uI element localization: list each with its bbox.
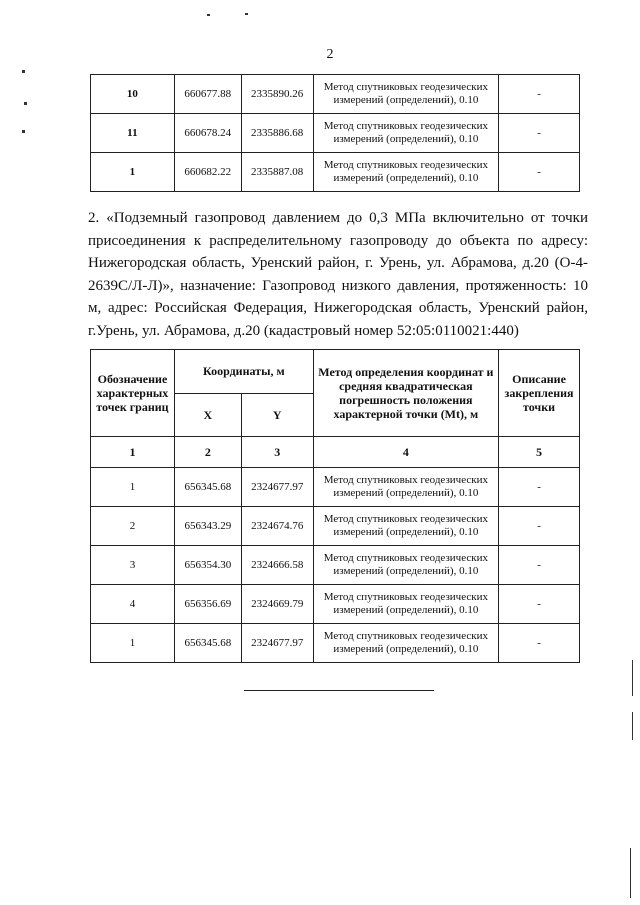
description-cell: - <box>499 468 580 507</box>
point-id: 2 <box>91 507 175 546</box>
coordinates-table <box>90 349 580 663</box>
column-number: 2 <box>174 437 241 468</box>
table-row <box>91 546 580 585</box>
scan-mark <box>630 848 631 898</box>
coordinates-table-continued <box>90 74 580 192</box>
coord-x: 660678.24 <box>174 114 241 153</box>
description-cell: - <box>499 507 580 546</box>
header-method: Метод определения координат и средняя квадратическая погрешность положения характерной точки (Mt), м <box>313 350 498 437</box>
point-id: 10 <box>91 75 175 114</box>
description-cell: - <box>499 153 580 192</box>
header-points: Обозначение характерных точек границ <box>91 350 175 437</box>
coord-y: 2335890.26 <box>241 75 313 114</box>
coord-x: 660682.22 <box>174 153 241 192</box>
coord-y: 2324674.76 <box>241 507 313 546</box>
point-id: 11 <box>91 114 175 153</box>
coord-y: 2324677.97 <box>241 624 313 663</box>
coord-x: 656345.68 <box>174 624 241 663</box>
method-cell: Метод спутниковых геодезических измерений (определений), 0.10 <box>313 507 498 546</box>
column-number: 5 <box>499 437 580 468</box>
point-id: 3 <box>91 546 175 585</box>
table-row <box>91 75 580 114</box>
coord-x: 656343.29 <box>174 507 241 546</box>
end-rule <box>244 690 434 691</box>
coord-x: 656356.69 <box>174 585 241 624</box>
table-row <box>91 624 580 663</box>
point-id: 1 <box>91 624 175 663</box>
point-id: 4 <box>91 585 175 624</box>
method-cell: Метод спутниковых геодезических измерений (определений), 0.10 <box>313 114 499 153</box>
coord-y: 2324666.58 <box>241 546 313 585</box>
method-cell: Метод спутниковых геодезических измерений (определений), 0.10 <box>313 153 499 192</box>
page-number: 2 <box>326 47 334 62</box>
table-row <box>91 114 580 153</box>
table-row <box>91 153 580 192</box>
header-coordinates: Координаты, м <box>174 350 313 394</box>
method-cell: Метод спутниковых геодезических измерений (определений), 0.10 <box>313 585 498 624</box>
method-cell: Метод спутниковых геодезических измерений (определений), 0.10 <box>313 468 498 507</box>
coord-y: 2335887.08 <box>241 153 313 192</box>
table-row <box>91 468 580 507</box>
scan-mark <box>24 102 27 105</box>
coord-y: 2324677.97 <box>241 468 313 507</box>
scan-mark <box>22 70 25 73</box>
table-row <box>91 585 580 624</box>
coord-x: 656354.30 <box>174 546 241 585</box>
column-number: 3 <box>241 437 313 468</box>
description-cell: - <box>499 624 580 663</box>
header-description: Описание закрепления точки <box>499 350 580 437</box>
table-row <box>91 507 580 546</box>
coord-y: 2324669.79 <box>241 585 313 624</box>
scan-mark <box>632 712 633 740</box>
description-cell: - <box>499 585 580 624</box>
coord-x: 656345.68 <box>174 468 241 507</box>
column-numbers-row <box>91 437 580 468</box>
description-cell: - <box>499 75 580 114</box>
point-id: 1 <box>91 468 175 507</box>
scan-mark <box>207 14 210 16</box>
method-cell: Метод спутниковых геодезических измерений (определений), 0.10 <box>313 75 499 114</box>
header-x: X <box>174 393 241 437</box>
point-id: 1 <box>91 153 175 192</box>
description-cell: - <box>499 114 580 153</box>
coord-x: 660677.88 <box>174 75 241 114</box>
method-cell: Метод спутниковых геодезических измерений (определений), 0.10 <box>313 624 498 663</box>
column-number: 1 <box>91 437 175 468</box>
description-cell: - <box>499 546 580 585</box>
header-y: Y <box>241 393 313 437</box>
method-cell: Метод спутниковых геодезических измерений (определений), 0.10 <box>313 546 498 585</box>
scan-mark <box>245 13 248 15</box>
scan-mark <box>22 130 25 133</box>
coord-y: 2335886.68 <box>241 114 313 153</box>
column-number: 4 <box>313 437 498 468</box>
scan-mark <box>632 660 633 696</box>
object-description-paragraph: 2. «Подземный газопровод давлением до 0,3 МПа включительно от точки присоединения к распределительному газопроводу до объекта по адресу: Нижегородская область, Уренский район, г. Урень, ул. Абрамова, д.20 (О-4-2639С/Л-Л)», назначение: Газопровод низкого давления, протяженность: 10 м, адрес: Российская Федерация, Нижегородская область, Уренский район, г.Урень, ул. Абрамова, д.20 (кадастровый номер 52:05:0110021:440) <box>88 210 588 339</box>
